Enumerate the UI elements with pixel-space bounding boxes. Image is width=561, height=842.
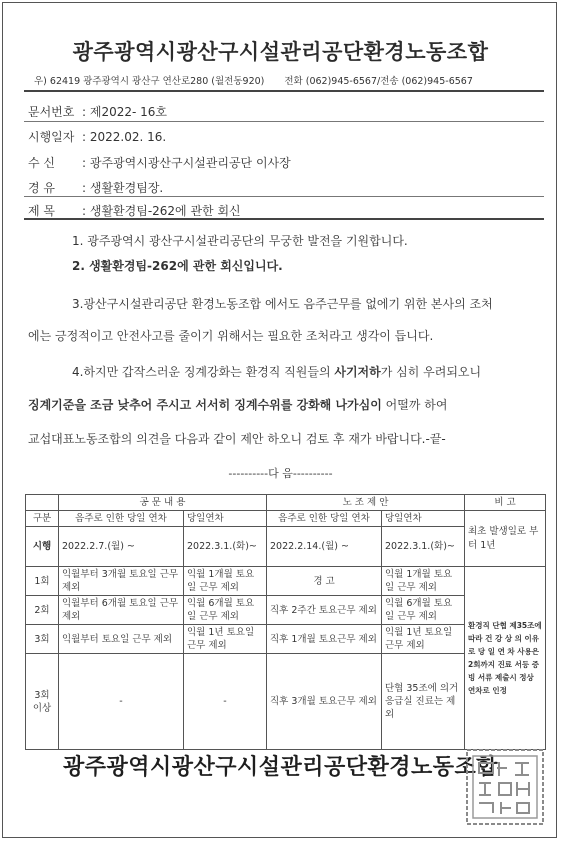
col-official-sameday: 당일연차	[184, 511, 267, 527]
paragraph-3-line-2: 에는 긍정적이고 안전사고를 줄이기 위해서는 필요한 조처라고 생각이 듭니다.	[28, 329, 434, 343]
table-sub-header	[26, 511, 546, 527]
p4-text-c: 가 심히 우려되오니	[380, 365, 482, 379]
via-row	[28, 179, 163, 196]
paragraph-4-line-2	[28, 396, 447, 413]
divider	[24, 196, 544, 197]
cell: 익월부터 6개월 토요일 근무 제외	[59, 596, 184, 625]
cell: 익월 1년 토요일 근무 제외	[382, 625, 465, 654]
col-official-drink: 음주로 인한 당일 연차	[59, 511, 184, 527]
cell: 익월 1개월 토요일 근무 제외	[382, 567, 465, 596]
col-union-drink: 음주로 인한 당일 연차	[267, 511, 382, 527]
recipient-value: : 광주광역시광산구시설관리공단 이사장	[82, 156, 291, 170]
divider-thick	[24, 218, 544, 220]
paragraph-4-line-1	[72, 363, 481, 380]
row-label: 3회	[26, 625, 59, 654]
col-category: 구분	[26, 511, 59, 527]
p4-emphasis: 사기저하	[334, 365, 381, 379]
table-group-header	[26, 495, 546, 511]
doc-number-value: : 제2022- 16호	[82, 105, 167, 119]
cell: -	[184, 654, 267, 750]
subject-row	[28, 202, 241, 219]
cell: 익월 1개월 토요일 근무 제외	[184, 567, 267, 596]
union-seal-stamp	[463, 747, 547, 827]
cell: 직후 2주간 토요근무 제외	[267, 596, 382, 625]
recipient-row	[28, 154, 291, 171]
subject-value: : 생활환경팀-262에 관한 회신	[82, 204, 241, 218]
paragraph-4-line-3: 교섭대표노동조합의 의견을 다음과 같이 제안 하오니 검토 후 재가 바랍니다.-끝-	[28, 432, 446, 446]
row-label: 시행	[26, 527, 59, 567]
cell: 익월 1년 토요일 근무 제외	[184, 625, 267, 654]
cell: 2022.2.7.(월) ~	[59, 527, 184, 567]
cell: 2022.3.1.(화)~	[184, 527, 267, 567]
date-value: : 2022.02. 16.	[82, 130, 167, 144]
contact-info: 전화 (062)945-6567/전송 (062)945-6567	[284, 76, 473, 87]
remarks-bottom: 환경직 단협 제35조에 따라 건 강 상 의 이유로 당 일 연 차 사용은 2회까지 진료 서등 증빙 서류 제출시 정상 연차로 인정	[465, 567, 546, 750]
cell: 2022.3.1.(화)~	[382, 527, 465, 567]
group-official: 공 문 내 용	[59, 495, 267, 511]
postal-address: 우) 62419 광주광역시 광산구 연산로280 (월전동920)	[34, 76, 265, 87]
col-union-sameday: 당일연차	[382, 511, 465, 527]
cell: -	[59, 654, 184, 750]
cell: 익월 6개월 토요일 근무 제외	[184, 596, 267, 625]
divider	[24, 121, 544, 122]
doc-number-label: 문서번호	[28, 105, 75, 119]
cell: 직후 3개월 토요근무 제외	[267, 654, 382, 750]
p4-proposal-emphasis: 징계기준을 조금 낮추어 주시고 서서히 징계수위를 강화해 나가심이	[28, 398, 382, 412]
paragraph-1: 1. 광주광역시 광산구시설관리공단의 무궁한 발전을 기원합니다.	[72, 234, 408, 248]
footer-org-name: 광주광역시광산구시설관리공단환경노동조합	[62, 755, 499, 780]
paragraph-2: 2. 생활환경팀-262에 관한 회신입니다.	[72, 259, 283, 273]
cell: 익월부터 3개월 토요일 근무 제외	[59, 567, 184, 596]
p4-text-a: 4.하지만 갑작스러운 징계강화는 환경직 직원들의	[72, 365, 335, 379]
date-row	[28, 128, 166, 145]
org-title: 광주광역시광산구시설관리공단환경노동조합	[72, 40, 489, 64]
remarks-top: 최초 발생일로 부터 1년	[465, 511, 546, 567]
cell: 2022.2.14.(월) ~	[267, 527, 382, 567]
address-line	[34, 73, 473, 87]
group-remarks: 비 고	[465, 495, 546, 511]
paragraph-3-line-1: 3.광산구시설관리공단 환경노동조합 에서도 음주근무를 없에기 위한 본사의 조처	[72, 297, 493, 311]
via-value: : 생활환경팀장.	[82, 181, 164, 195]
row-label: 1회	[26, 567, 59, 596]
group-union: 노 조 제 안	[267, 495, 465, 511]
via-label: 경 유	[28, 181, 55, 195]
row-label: 3회 이상	[26, 654, 59, 750]
cell: 익월 6개월 토요일 근무 제외	[382, 596, 465, 625]
p4-proposal-text: 어떨까 하여	[381, 398, 448, 412]
table-row	[26, 567, 546, 596]
divider-thick	[24, 90, 544, 92]
recipient-label: 수 신	[28, 156, 55, 170]
section-divider: ----------다 음----------	[228, 467, 333, 480]
cell: 단협 35조에 의거 응급실 진료는 제외	[382, 654, 465, 750]
cell: 익월부터 토요일 근무 제외	[59, 625, 184, 654]
comparison-table	[25, 494, 546, 750]
date-label: 시행일자	[28, 130, 75, 144]
cell: 직후 1개월 토요근무 제외	[267, 625, 382, 654]
row-label: 2회	[26, 596, 59, 625]
subject-label: 제 목	[28, 204, 55, 218]
cell: 경 고	[267, 567, 382, 596]
doc-number-row	[28, 103, 167, 120]
